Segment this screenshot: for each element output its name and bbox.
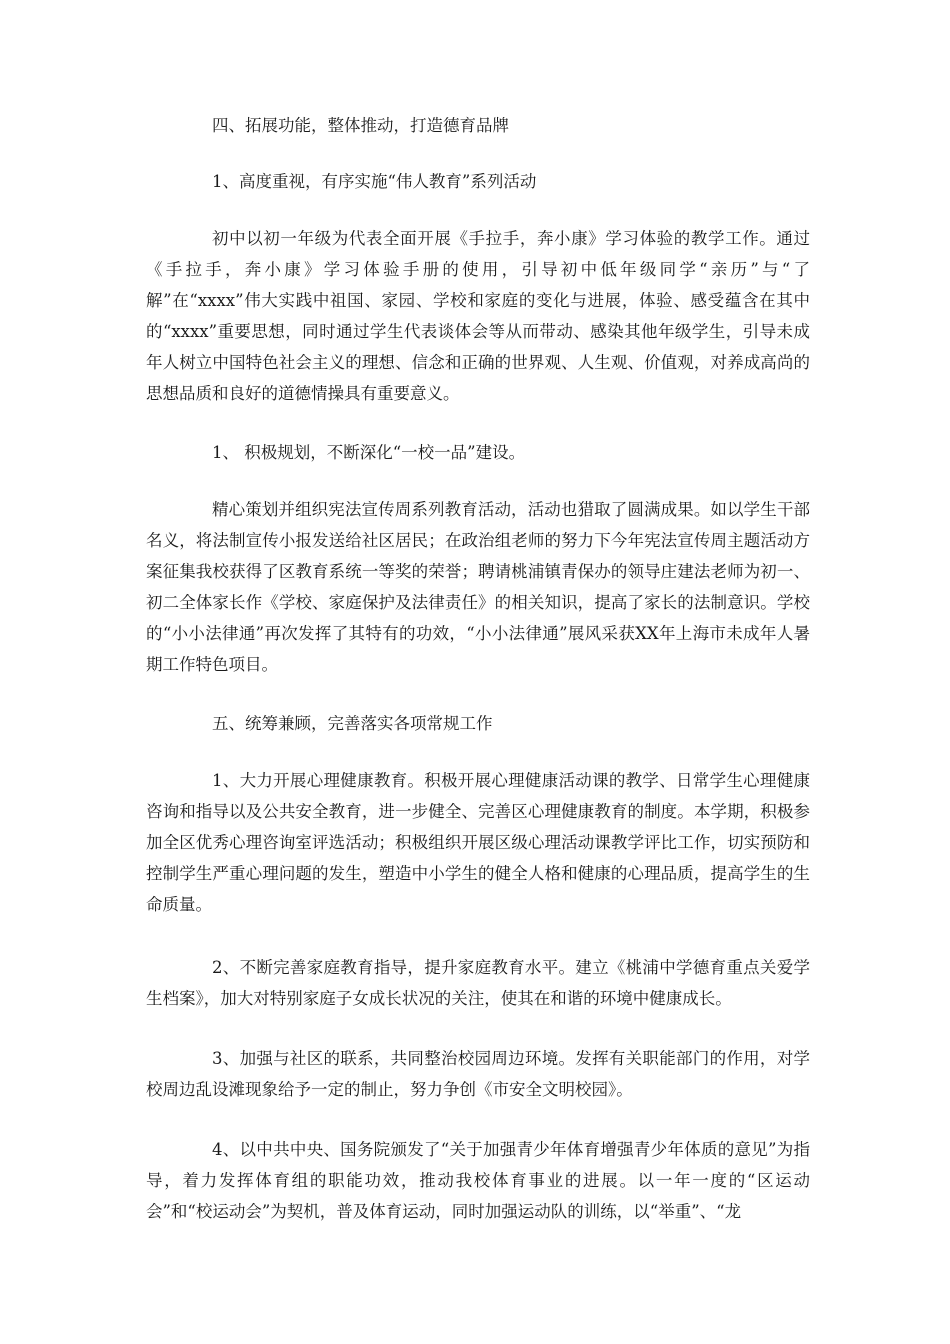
item-1-heading: 1、高度重视，有序实施“伟人教育”系列活动 (212, 172, 537, 191)
section-5-item-2-paragraph: 2、不断完善家庭教育指导，提升家庭教育水平。建立《桃浦中学德育重点关爱学生档案》，加大对特别家庭子女成长状况的关注，使其在和谐的环境中健康成长。 (146, 958, 810, 1008)
section-5-heading: 五、统筹兼顾，完善落实各项常规工作 (212, 714, 493, 733)
section-4-heading: 四、拓展功能，整体推动，打造德育品牌 (212, 116, 509, 135)
item-1b-paragraph: 精心策划并组织宪法宣传周系列教育活动，活动也猎取了圆满成果。如以学生干部名义，将法制宣传小报发送给社区居民；在政治组老师的努力下今年宪法宣传周主题活动方案征集我校获得了区教育系统一等奖的荣誉；聘请桃浦镇青保办的领导庄建法老师为初一、初二全体家长作《学校、家庭保护及法律责任》的相关知识，提高了家长的法制意识。学校的“小小法律通”再次发挥了其特有的功效，“小小法律通”展风采获XX年上海市未成年人暑期工作特色项目。 (146, 500, 810, 674)
item-1b-heading: 1、 积极规划，不断深化“一校一品”建设。 (212, 443, 526, 462)
section-5-item-4-paragraph: 4、以中共中央、国务院颁发了“关于加强青少年体育增强青少年体质的意见”为指导，着力发挥体育组的职能功效，推动我校体育事业的进展。以一年一度的“区运动会”和“校运动会”为契机，普及体育运动，同时加强运动队的训练，以“举重”、“龙 (146, 1140, 810, 1221)
section-5-item-1-paragraph: 1、大力开展心理健康教育。积极开展心理健康活动课的教学、日常学生心理健康咨询和指导以及公共安全教育，进一步健全、完善区心理健康教育的制度。本学期，积极参加全区优秀心理咨询室评选活动；积极组织开展区级心理活动课教学评比工作，切实预防和控制学生严重心理问题的发生，塑造中小学生的健全人格和健康的心理品质，提高学生的生命质量。 (146, 771, 810, 914)
item-1-paragraph: 初中以初一年级为代表全面开展《手拉手，奔小康》学习体验的教学工作。通过《手拉手，奔小康》学习体验手册的使用，引导初中低年级同学“亲历”与“了解”在“xxxx”伟大实践中祖国、家园、学校和家庭的变化与进展，体验、感受蕴含在其中的“xxxx”重要思想，同时通过学生代表谈体会等从而带动、感染其他年级学生，引导未成年人树立中国特色社会主义的理想、信念和正确的世界观、人生观、价值观，对养成高尚的思想品质和良好的道德情操具有重要意义。 (146, 229, 810, 403)
section-5-item-3-paragraph: 3、加强与社区的联系，共同整治校园周边环境。发挥有关职能部门的作用，对学校周边乱设滩现象给予一定的制止，努力争创《市安全文明校园》。 (146, 1049, 810, 1099)
